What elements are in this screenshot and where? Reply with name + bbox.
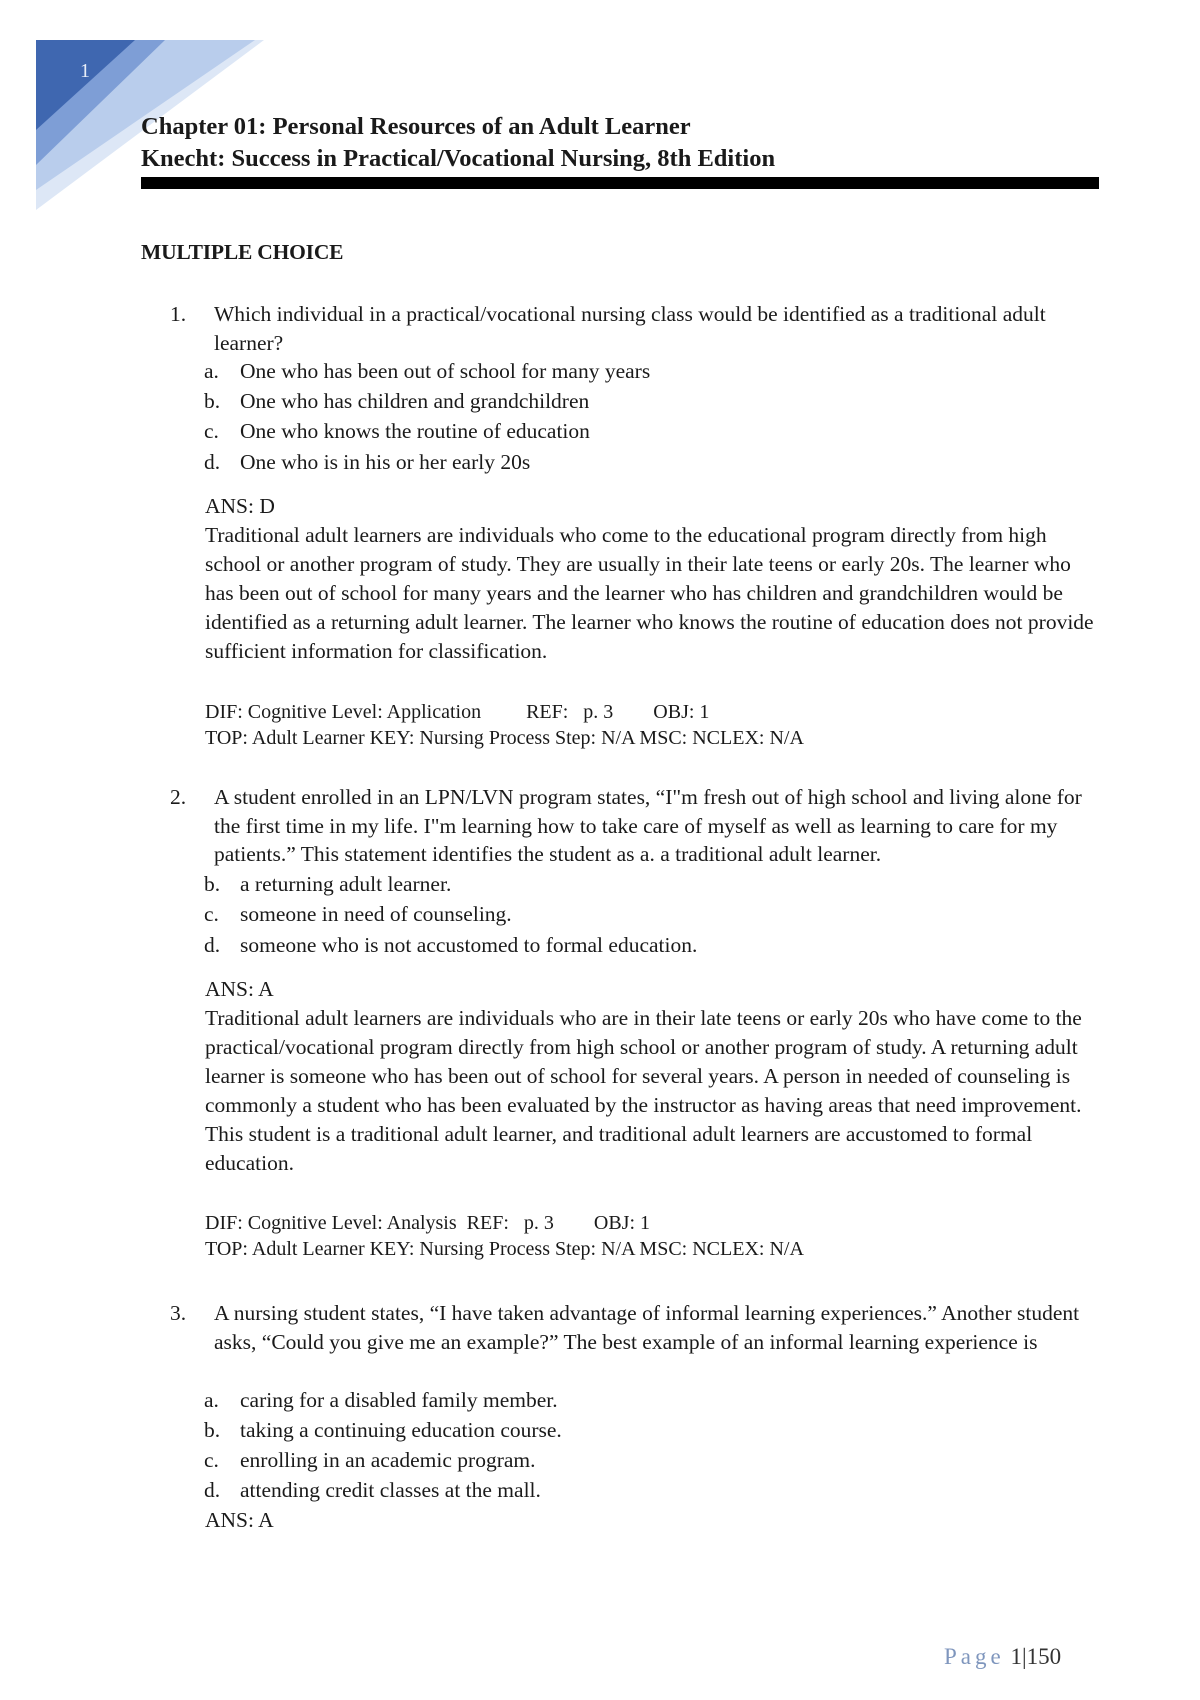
option	[204, 1476, 1084, 1505]
option-text: someone in need of counseling.	[240, 902, 512, 926]
option-letter: a.	[204, 1388, 219, 1412]
answer: ANS: A	[205, 977, 274, 1001]
corner-page-number: 1	[80, 60, 90, 82]
option	[204, 931, 1084, 960]
option-text: One who has been out of school for many years	[240, 359, 651, 383]
option-text: One who is in his or her early 20s	[240, 450, 531, 474]
option-letter: d.	[204, 450, 221, 474]
option	[204, 1416, 1084, 1445]
option-letter: c.	[204, 1448, 219, 1472]
option	[204, 448, 1084, 477]
metadata-line: TOP: Adult Learner KEY: Nursing Process Step: N/A MSC: NCLEX: N/A	[205, 1238, 804, 1260]
option-text: someone who is not accustomed to formal education.	[240, 933, 698, 957]
option-letter: a.	[204, 359, 219, 383]
section-title: MULTIPLE CHOICE	[141, 240, 344, 264]
question-number: 3.	[170, 1301, 187, 1325]
question-number: 2.	[170, 785, 187, 809]
chapter-title: Chapter 01: Personal Resources of an Adult Learner	[141, 113, 691, 140]
rationale: Traditional adult learners are individuals who come to the educational program directly from high school or another program of study. They are usually in their late teens or early 20s. The learner who has been out of school for many years and the learner who has children and grandchildren would be identified as a returning adult learner. The learner who knows the routine of education does not provide sufficient information for classification.	[205, 523, 1094, 663]
question-text: A nursing student states, “I have taken advantage of informal learning experiences.” Another student asks, “Could you give me an example?” The best example of an informal learning experience is	[214, 1301, 1080, 1354]
option-text: attending credit classes at the mall.	[240, 1478, 541, 1502]
option-text: One who has children and grandchildren	[240, 389, 590, 413]
option	[204, 900, 1084, 929]
option-letter: b.	[204, 872, 221, 896]
page-footer	[944, 1644, 1061, 1670]
option	[204, 1446, 1084, 1475]
option	[204, 417, 1084, 446]
metadata-line: DIF: Cognitive Level: Analysis REF: p. 3 OBJ: 1	[205, 1212, 651, 1234]
question-number: 1.	[170, 302, 187, 326]
option-letter: d.	[204, 1478, 221, 1502]
option	[204, 357, 1084, 386]
question-text: Which individual in a practical/vocational nursing class would be identified as a traditional adult learner?	[214, 302, 1046, 355]
option-text: taking a continuing education course.	[240, 1418, 562, 1442]
option-text: One who knows the routine of education	[240, 419, 590, 443]
option-text: a returning adult learner.	[240, 872, 452, 896]
rationale: Traditional adult learners are individuals who are in their late teens or early 20s who have come to the practical/vocational program directly from high school or another program of study. A returning adult learner is someone who has been out of school for several years. A person in needed of counseling is commonly a student who has been evaluated by the instructor as having areas that need improvement. This student is a traditional adult learner, and traditional adult learners are accustomed to formal education.	[205, 1006, 1082, 1175]
page-separator: |	[1021, 1644, 1027, 1669]
option-letter: c.	[204, 902, 219, 926]
option	[204, 870, 1084, 899]
option-text: enrolling in an academic program.	[240, 1448, 536, 1472]
document-header	[141, 111, 1101, 175]
answer: ANS: A	[205, 1508, 274, 1532]
option-letter: d.	[204, 933, 221, 957]
option	[204, 387, 1084, 416]
answer: ANS: D	[205, 494, 275, 518]
page-current: 1	[1010, 1644, 1022, 1669]
page-label: Page	[944, 1644, 1005, 1669]
option-text: caring for a disabled family member.	[240, 1388, 558, 1412]
book-title: Knecht: Success in Practical/Vocational Nursing, 8th Edition	[141, 145, 776, 172]
metadata-line: TOP: Adult Learner KEY: Nursing Process Step: N/A MSC: NCLEX: N/A	[205, 727, 804, 749]
header-rule	[141, 177, 1099, 189]
option-letter: b.	[204, 1418, 221, 1442]
option	[204, 1386, 1084, 1415]
page-total: 150	[1026, 1644, 1062, 1669]
metadata-line: DIF: Cognitive Level: Application REF: p. 3 OBJ: 1	[205, 701, 710, 723]
question-text: A student enrolled in an LPN/LVN program states, “I"m fresh out of high school and living alone for the first time in my life. I"m learning how to take care of myself as well as learning to care for my patients.” This statement identifies the student as a. a traditional adult learner.	[214, 785, 1082, 866]
option-letter: b.	[204, 389, 221, 413]
option-letter: c.	[204, 419, 219, 443]
